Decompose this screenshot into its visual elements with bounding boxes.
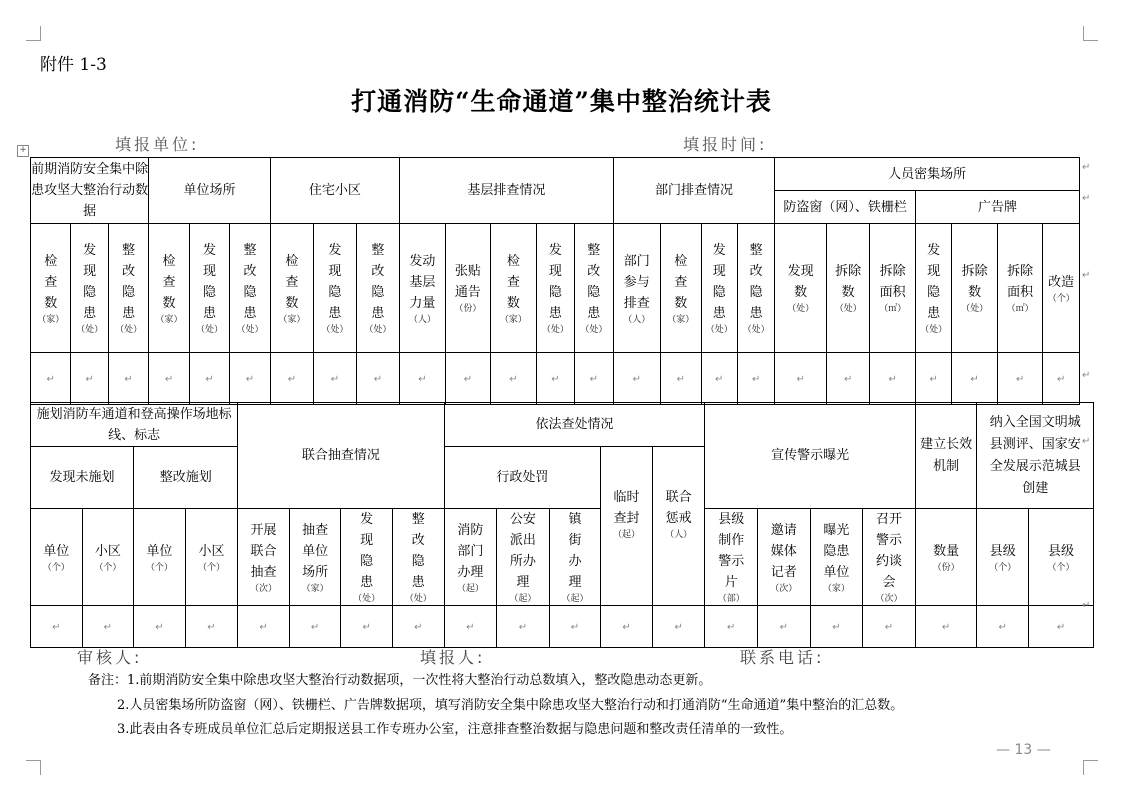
- crop-mark-bottom-left: [26, 760, 41, 775]
- column-unit: （个）: [1047, 293, 1075, 304]
- column-header: [185, 509, 238, 606]
- column-unit: （处）: [364, 325, 392, 335]
- column-unit: （个）: [42, 562, 70, 573]
- column-header: [392, 509, 444, 606]
- column-label: 数量: [933, 543, 960, 559]
- column-unit: （处）: [353, 594, 381, 604]
- column-label: 整改隐患: [122, 243, 136, 321]
- column-header: [31, 509, 83, 606]
- fill-unit-label: 填报单位:: [115, 135, 200, 154]
- group-units: 单位场所: [149, 158, 270, 224]
- data-cell[interactable]: ↵: [705, 606, 758, 648]
- column-header: [863, 509, 916, 606]
- column-label: 检查数: [162, 253, 176, 311]
- column-header: [915, 509, 977, 606]
- column-label: 发现数: [787, 264, 814, 300]
- data-cell[interactable]: ↵: [71, 353, 108, 405]
- data-cell[interactable]: ↵: [549, 606, 601, 648]
- column-header: [1029, 509, 1094, 606]
- data-cell[interactable]: ↵: [915, 353, 951, 405]
- group-guard-windows: 防盗窗（网）、铁栅栏: [775, 191, 916, 224]
- column-label: 小区: [94, 543, 121, 559]
- column-header: [230, 224, 270, 353]
- column-label: 邀请媒体记者: [770, 522, 797, 580]
- column-header: [575, 224, 613, 353]
- group-temp-seal: 临时查封 （起）: [601, 447, 653, 606]
- data-cell[interactable]: ↵: [185, 606, 238, 648]
- column-label: 曝光隐患单位: [823, 522, 850, 580]
- data-cell[interactable]: ↵: [575, 353, 613, 405]
- column-unit: （处）: [236, 325, 264, 335]
- group-prior-campaign: 前期消防安全集中除患攻坚大整治行动数据: [31, 158, 149, 224]
- data-cell[interactable]: ↵: [491, 353, 537, 405]
- data-cell[interactable]: ↵: [444, 606, 497, 648]
- paragraph-mark-icon: ↵: [1082, 600, 1091, 611]
- paragraph-mark-icon: ↵: [1082, 270, 1091, 281]
- data-cell[interactable]: ↵: [977, 606, 1029, 648]
- group-fire-lane-marking: 施划消防车通道和登高操作场地标线、标志: [31, 403, 238, 447]
- data-cell[interactable]: ↵: [400, 353, 446, 405]
- data-cell[interactable]: ↵: [341, 606, 393, 648]
- data-cell[interactable]: ↵: [826, 353, 869, 405]
- column-label: 小区: [198, 543, 225, 559]
- column-header: [997, 224, 1043, 353]
- column-header: [775, 224, 827, 353]
- column-unit: （处）: [920, 325, 948, 335]
- column-header: [549, 509, 601, 606]
- data-cell[interactable]: ↵: [536, 353, 574, 405]
- column-unit: （家）: [822, 583, 850, 594]
- column-label: 检查数: [285, 253, 299, 311]
- column-label: 检查数: [674, 253, 688, 311]
- column-header: [737, 224, 774, 353]
- data-cell[interactable]: ↵: [31, 353, 71, 405]
- column-label: 公安派出所办理: [509, 512, 536, 590]
- column-header: [497, 509, 550, 606]
- column-header: [810, 509, 863, 606]
- data-cell[interactable]: ↵: [997, 353, 1043, 405]
- data-cell[interactable]: ↵: [775, 353, 827, 405]
- group-crowded-places: 人员密集场所: [775, 158, 1080, 191]
- data-cell[interactable]: ↵: [314, 353, 356, 405]
- data-cell[interactable]: ↵: [392, 606, 444, 648]
- column-unit: （次）: [875, 594, 903, 604]
- column-unit: （家）: [37, 314, 65, 325]
- column-label: 拆除数: [835, 264, 862, 300]
- column-unit: （家）: [667, 314, 695, 325]
- column-header: [661, 224, 701, 353]
- column-header: [444, 509, 497, 606]
- column-header: [134, 509, 186, 606]
- column-unit: （处）: [541, 325, 569, 335]
- group-publicity: 宣传警示曝光: [705, 403, 915, 509]
- data-cell[interactable]: ↵: [31, 606, 83, 648]
- column-header: [270, 224, 313, 353]
- column-label: 抽查单位场所: [302, 522, 329, 580]
- column-header: [238, 509, 290, 606]
- column-unit: （次）: [250, 583, 278, 594]
- column-unit: （处）: [115, 325, 143, 335]
- crop-mark-bottom-right: [1083, 760, 1098, 775]
- data-cell[interactable]: ↵: [445, 353, 491, 405]
- column-label: 整改隐患: [587, 243, 601, 321]
- attachment-label: 附件 1-3: [40, 55, 107, 75]
- data-cell[interactable]: ↵: [737, 353, 774, 405]
- data-cell[interactable]: ↵: [701, 353, 737, 405]
- column-label: 单位: [146, 543, 173, 559]
- column-header: [758, 509, 811, 606]
- column-label: 发现隐患: [202, 243, 216, 321]
- column-unit: （处）: [196, 325, 224, 335]
- column-header: [356, 224, 399, 353]
- paragraph-mark-icon: ↵: [1082, 162, 1091, 173]
- column-label: 发现隐患: [548, 243, 562, 321]
- column-unit: （处）: [404, 594, 432, 604]
- data-cell[interactable]: ↵: [810, 606, 863, 648]
- column-label: 拆除面积: [879, 264, 906, 300]
- column-unit: （份）: [932, 562, 960, 573]
- column-header: [977, 509, 1029, 606]
- column-label: 拆除数: [961, 264, 988, 300]
- column-label: 改造: [1048, 274, 1075, 290]
- column-header: [400, 224, 446, 353]
- column-unit: （起）: [456, 583, 484, 594]
- column-unit: （起）: [509, 594, 537, 604]
- data-cell[interactable]: ↵: [652, 606, 705, 648]
- note-3: 3.此表由各专班成员单位汇总后定期报送县工作专班办公室，注意排查整治数据与隐患问题和整改责任清单的一致性。: [117, 722, 793, 737]
- column-label: 县级制作警示片: [718, 512, 745, 590]
- column-label: 拆除面积: [1007, 264, 1034, 300]
- column-header: [445, 224, 491, 353]
- group-department: 部门排查情况: [613, 158, 775, 224]
- column-unit: （份）: [454, 304, 482, 314]
- data-cell[interactable]: ↵: [915, 606, 977, 648]
- column-unit: （处）: [76, 325, 104, 335]
- data-cell[interactable]: ↵: [952, 353, 998, 405]
- column-unit: （家）: [301, 583, 329, 594]
- column-unit: （起）: [561, 594, 589, 604]
- data-cell[interactable]: ↵: [1029, 606, 1094, 648]
- column-unit: （处）: [321, 325, 349, 335]
- data-cell[interactable]: ↵: [238, 606, 290, 648]
- column-label: 发动基层力量: [409, 253, 436, 311]
- column-label: 开展联合抽查: [250, 522, 277, 580]
- column-unit: （个）: [1047, 562, 1075, 573]
- group-civilized-city: 纳入全国文明城县测评、国家安全发展示范城县创建: [977, 403, 1094, 509]
- column-label: 县级: [1048, 543, 1075, 559]
- filler-label: 填报人:: [420, 648, 486, 667]
- data-cell[interactable]: ↵: [230, 353, 270, 405]
- data-cell[interactable]: ↵: [134, 606, 186, 648]
- data-cell[interactable]: ↵: [270, 353, 313, 405]
- column-unit: （㎡）: [1006, 304, 1034, 314]
- data-cell[interactable]: ↵: [758, 606, 811, 648]
- group-lane-found: 发现未施划: [31, 447, 134, 509]
- column-label: 县级: [989, 543, 1016, 559]
- data-cell[interactable]: ↵: [870, 353, 916, 405]
- column-unit: （个）: [94, 562, 122, 573]
- data-cell[interactable]: ↵: [149, 353, 189, 405]
- column-unit: （人）: [623, 314, 651, 325]
- column-header: [82, 509, 134, 606]
- crop-mark-top-left: [26, 26, 41, 41]
- column-header: [952, 224, 998, 353]
- group-long-term-mechanism: 建立长效机制: [915, 403, 977, 509]
- group-grassroots: 基层排查情况: [400, 158, 613, 224]
- column-unit: （处）: [580, 325, 608, 335]
- group-admin-penalty: 行政处罚: [444, 447, 601, 509]
- page-number: — 13 —: [996, 742, 1051, 758]
- column-header: [613, 224, 661, 353]
- group-lane-fixed: 整改施划: [134, 447, 238, 509]
- group-billboards: 广告牌: [915, 191, 1079, 224]
- column-header: [915, 224, 951, 353]
- column-header: [149, 224, 189, 353]
- column-header: [71, 224, 108, 353]
- column-label: 召开警示约谈会: [875, 512, 902, 590]
- data-cell[interactable]: ↵: [356, 353, 399, 405]
- column-unit: （部）: [717, 594, 745, 604]
- column-header: [31, 224, 71, 353]
- table-move-handle-icon[interactable]: +: [17, 145, 29, 157]
- inspection-table-part2: [30, 402, 1094, 648]
- data-cell[interactable]: ↵: [497, 606, 550, 648]
- data-cell[interactable]: ↵: [108, 353, 148, 405]
- paragraph-mark-icon: ↵: [1082, 370, 1091, 381]
- data-cell[interactable]: ↵: [289, 606, 341, 648]
- column-unit: （家）: [278, 314, 306, 325]
- column-unit: （人）: [408, 314, 436, 325]
- data-cell[interactable]: ↵: [613, 353, 661, 405]
- column-unit: （㎡）: [879, 304, 907, 314]
- column-unit: （处）: [705, 325, 733, 335]
- group-law-enforcement: 依法查处情况: [444, 403, 705, 447]
- note-2: 2.人员密集场所防盗窗（网）、铁栅栏、广告牌数据项，填写消防安全集中除患攻坚大整治行动和打通消防“生命通道”集中整治的汇总数。: [117, 698, 904, 713]
- column-unit: （个）: [145, 562, 173, 573]
- page-title: 打通消防“生命通道”集中整治统计表: [351, 87, 772, 116]
- column-header: [870, 224, 916, 353]
- column-label: 张贴通告: [454, 264, 481, 300]
- column-label: 检查数: [506, 253, 520, 311]
- column-label: 单位: [43, 543, 70, 559]
- column-label: 部门参与排查: [623, 253, 650, 311]
- column-label: 整改隐患: [243, 243, 257, 321]
- column-header: [341, 509, 393, 606]
- column-header: [1043, 224, 1080, 353]
- column-header: [108, 224, 148, 353]
- column-label: 整改隐患: [371, 243, 385, 321]
- data-cell[interactable]: ↵: [863, 606, 916, 648]
- data-cell[interactable]: ↵: [82, 606, 134, 648]
- column-header: [826, 224, 869, 353]
- data-cell[interactable]: ↵: [601, 606, 653, 648]
- column-label: 消防部门办理: [457, 522, 484, 580]
- phone-label: 联系电话:: [740, 648, 825, 667]
- column-header: [705, 509, 758, 606]
- column-unit: （处）: [961, 304, 989, 314]
- column-label: 发现隐患: [328, 243, 342, 321]
- column-unit: （处）: [834, 304, 862, 314]
- group-residential: 住宅小区: [270, 158, 399, 224]
- column-unit: （家）: [155, 314, 183, 325]
- column-label: 发现隐患: [83, 243, 97, 321]
- column-header: [314, 224, 356, 353]
- paragraph-mark-icon: ↵: [1082, 193, 1091, 204]
- column-label: 镇街办理: [568, 512, 582, 590]
- data-cell[interactable]: ↵: [661, 353, 701, 405]
- column-unit: （次）: [770, 583, 798, 594]
- column-unit: （个）: [197, 562, 225, 573]
- inspection-table-part1: [30, 157, 1080, 405]
- group-joint-inspection: 联合抽查情况: [238, 403, 444, 509]
- column-header: [536, 224, 574, 353]
- data-cell[interactable]: ↵: [189, 353, 229, 405]
- data-cell[interactable]: ↵: [1043, 353, 1080, 405]
- column-label: 整改隐患: [411, 512, 425, 590]
- crop-mark-top-right: [1083, 26, 1098, 41]
- column-header: [289, 509, 341, 606]
- reviewer-label: 审核人:: [77, 648, 143, 667]
- column-unit: （家）: [499, 314, 527, 325]
- column-label: 发现隐患: [360, 512, 374, 590]
- column-header: [491, 224, 537, 353]
- fill-time-label: 填报时间:: [683, 135, 768, 154]
- paragraph-mark-icon: ↵: [1082, 436, 1091, 447]
- column-label: 检查数: [44, 253, 58, 311]
- column-header: [701, 224, 737, 353]
- column-label: 发现隐患: [927, 243, 941, 321]
- column-header: [189, 224, 229, 353]
- column-unit: （处）: [787, 304, 815, 314]
- column-unit: （个）: [989, 562, 1017, 573]
- group-joint-punish: 联合惩戒 （人）: [652, 447, 705, 606]
- column-label: 整改隐患: [749, 243, 763, 321]
- column-unit: （处）: [742, 325, 770, 335]
- note-1: 备注：1.前期消防安全集中除患攻坚大整治行动数据项，一次性将大整治行动总数填入，整改隐患动态更新。: [88, 673, 712, 688]
- column-label: 发现隐患: [712, 243, 726, 321]
